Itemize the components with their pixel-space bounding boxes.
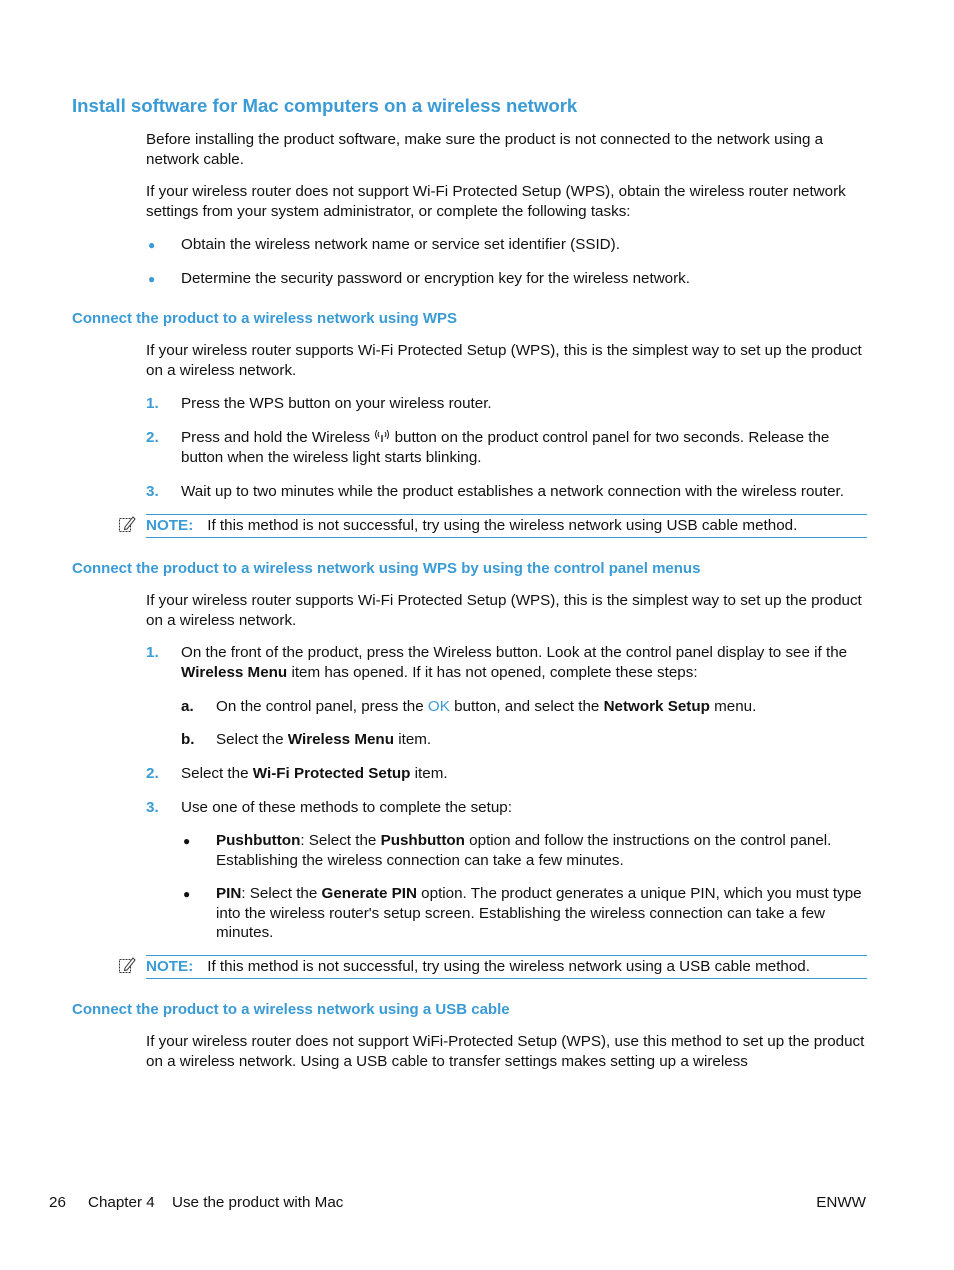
wps-step-2-text-b: button on the product control panel for two seconds. Release the button when the wireless light starts blinking. [181,429,830,466]
wps-step-number: 1. [146,395,159,412]
wps-menu-step-number: 1. [146,644,159,661]
wps-menu-paragraph: If your wireless router supports Wi-Fi Protected Setup (WPS), this is the simplest way to set up the product on a wireless network. [146,592,862,629]
step-bold: Wireless Menu [181,663,288,681]
bullet-dot: ● [148,272,156,286]
page-number: 26 [49,1194,66,1211]
sub-step-a [216,697,871,717]
wps-menu-heading: Connect the product to a wireless network using WPS by using the control panel menus [72,560,701,577]
wps-menu-step-2 [181,764,871,784]
wps-step-2-text-a: Press and hold the Wireless [181,429,371,446]
wps-step-1: Press the WPS button on your wireless router. [181,395,492,412]
bullet-dot: ● [148,238,156,252]
step-text: : Select the [241,885,318,902]
bullet-dot: ● [183,887,191,901]
wps-step-2 [181,428,871,467]
section-title: Install software for Mac computers on a wireless network [72,95,578,116]
note-label: NOTE: [146,958,194,975]
wps-step-number: 2. [146,429,159,446]
step-text: item. [398,731,432,748]
wireless-icon [374,429,390,443]
step-bold: PIN [216,885,242,902]
footer-chapter-title: Use the product with Mac [172,1194,344,1211]
step-text: button, and select the [454,698,600,715]
note-text: If this method is not successful, try using the wireless network using USB cable method. [207,517,798,534]
step-bold: Network Setup [603,698,710,715]
sub-step-letter: a. [181,698,194,715]
step-text: On the control panel, press the [216,698,424,715]
usb-heading: Connect the product to a wireless network using a USB cable [72,1001,510,1018]
wps-note [146,514,867,538]
intro-bullet-2: Determine the security password or encryption key for the wireless network. [181,270,690,287]
ok-button-ref: OK [427,698,450,715]
wps-menu-step-3: Use one of these methods to complete the setup: [181,799,512,816]
step-bold: Pushbutton [216,832,301,849]
step-text: menu. [714,698,757,715]
wps-heading: Connect the product to a wireless network using WPS [72,310,458,327]
sub-step-b [216,730,871,750]
wps-menu-step-number: 3. [146,799,159,816]
note-icon [118,956,136,974]
wps-menu-step-1 [181,643,871,682]
note-text: If this method is not successful, try using the wireless network using a USB cable method. [207,958,810,975]
step-bold: Wi-Fi Protected Setup [252,765,411,782]
step-text: : Select the [300,832,377,849]
sub-step-letter: b. [181,731,195,748]
step-text: option. The product generates a unique PIN, which you must type into the wireless router's setup screen. Establishing the wireless connection can take a few minutes. [216,885,862,941]
usb-paragraph: If your wireless router does not support WiFi-Protected Setup (WPS), use this method to set up the product on a wireless network. Using a USB cable to transfer settings makes setting up a wireless [146,1033,865,1070]
method-pin [216,884,871,943]
step-bold: Wireless Menu [287,731,394,748]
footer-chapter: Chapter 4 [88,1194,155,1211]
wps-menu-step-number: 2. [146,765,159,782]
step-text: option and follow the instructions on the control panel. Establishing the wireless connection can take a few minutes. [216,832,832,869]
wps-step-3: Wait up to two minutes while the product establishes a network connection with the wireless router. [181,483,844,500]
step-bold: Generate PIN [321,885,417,902]
step-bold: Pushbutton [380,832,465,849]
note-icon [118,515,136,533]
bullet-dot: ● [183,834,191,848]
wps-menu-note [146,955,867,979]
step-text: item has opened. If it has not opened, complete these steps: [291,663,698,681]
step-text: Select the [181,765,249,782]
wps-step-number: 3. [146,483,159,500]
footer-right: ENWW [816,1194,866,1211]
intro-bullet-1: Obtain the wireless network name or service set identifier (SSID). [181,236,620,253]
method-pushbutton [216,831,871,870]
note-label: NOTE: [146,517,194,534]
wps-paragraph: If your wireless router supports Wi-Fi Protected Setup (WPS), this is the simplest way to set up the product on a wireless network. [146,342,862,379]
intro-paragraph-2: If your wireless router does not support Wi-Fi Protected Setup (WPS), obtain the wireless router network settings from your system administrator, or complete the following tasks: [146,183,846,220]
intro-paragraph-1: Before installing the product software, make sure the product is not connected to the network using a network cable. [146,131,824,168]
step-text: On the front of the product, press the Wireless button. Look at the control panel display to see if the [181,644,848,661]
step-text: item. [414,765,448,782]
step-text: Select the [216,731,284,748]
